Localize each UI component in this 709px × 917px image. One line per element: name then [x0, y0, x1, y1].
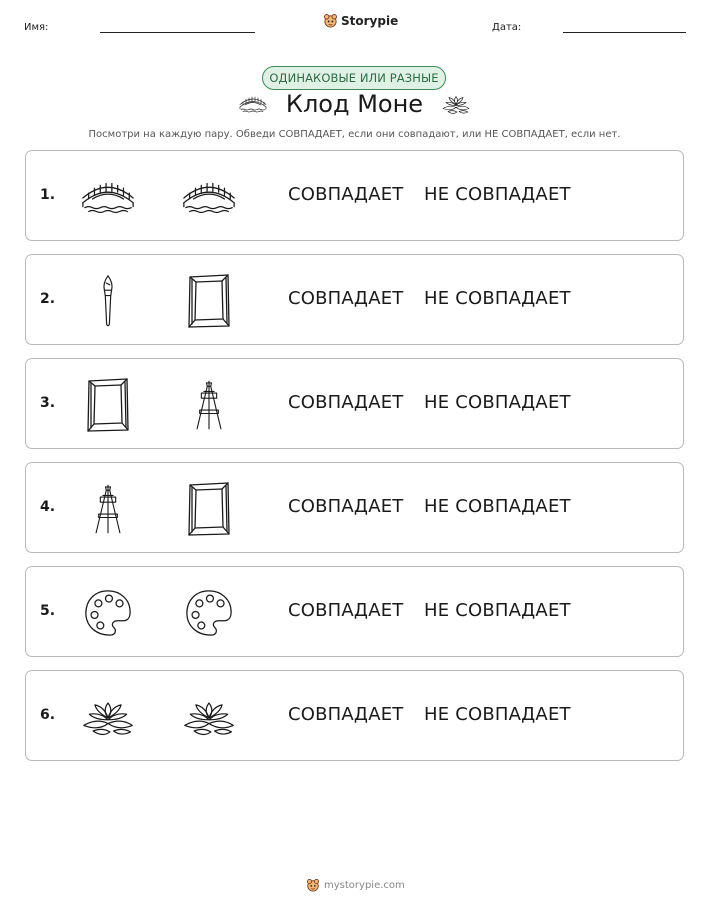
different-option[interactable]: НЕ СОВПАДАЕТ [424, 392, 571, 413]
question-row-5 [25, 566, 684, 657]
different-option[interactable]: НЕ СОВПАДАЕТ [424, 288, 571, 309]
same-option[interactable]: СОВПАДАЕТ [288, 184, 404, 205]
date-field-line[interactable] [563, 32, 686, 33]
name-label: Имя: [24, 22, 49, 33]
frame-icon [186, 481, 232, 537]
same-option[interactable]: СОВПАДАЕТ [288, 600, 404, 621]
bridge-icon [238, 93, 268, 115]
water-lily-icon [181, 695, 237, 739]
name-field-line[interactable] [100, 32, 255, 33]
same-option[interactable]: СОВПАДАЕТ [288, 288, 404, 309]
same-option[interactable]: СОВПАДАЕТ [288, 704, 404, 725]
paintbrush-icon [99, 273, 117, 329]
brand-logo [323, 13, 398, 28]
question-number: 1. [40, 187, 56, 203]
question-number: 3. [40, 395, 56, 411]
bridge-icon [180, 177, 238, 217]
easel-icon [91, 481, 125, 537]
frame-icon [85, 377, 131, 433]
instructions: Посмотри на каждую пару. Обведи СОВПАДАЕТ, если они совпадают, или НЕ СОВПАДАЕТ, если нет. [88, 129, 621, 140]
question-number: 2. [40, 291, 56, 307]
question-row-2 [25, 254, 684, 345]
question-number: 5. [40, 603, 56, 619]
different-option[interactable]: НЕ СОВПАДАЕТ [424, 496, 571, 517]
different-option[interactable]: НЕ СОВПАДАЕТ [424, 184, 571, 205]
footer [306, 878, 405, 892]
easel-icon [192, 377, 226, 433]
different-option[interactable]: НЕ СОВПАДАЕТ [424, 704, 571, 725]
storypie-logo-icon [306, 878, 320, 892]
water-lily-icon [80, 695, 136, 739]
question-number: 4. [40, 499, 56, 515]
same-option[interactable]: СОВПАДАЕТ [288, 496, 404, 517]
same-option[interactable]: СОВПАДАЕТ [288, 392, 404, 413]
palette-icon [83, 588, 133, 638]
question-row-4 [25, 462, 684, 553]
palette-icon [184, 588, 234, 638]
question-row-3 [25, 358, 684, 449]
different-option[interactable]: НЕ СОВПАДАЕТ [424, 600, 571, 621]
question-row-6 [25, 670, 684, 761]
question-number: 6. [40, 707, 56, 723]
title-row [0, 90, 709, 118]
frame-icon [186, 273, 232, 329]
bridge-icon [79, 177, 137, 217]
footer-url[interactable]: mystorypie.com [324, 879, 405, 891]
page-title: Клод Моне [285, 90, 424, 118]
water-lily-icon [441, 92, 471, 116]
activity-badge: ОДИНАКОВЫЕ ИЛИ РАЗНЫЕ [262, 66, 446, 90]
storypie-logo-icon [323, 13, 338, 28]
brand-name: Storypie [341, 13, 399, 28]
question-row-1 [25, 150, 684, 241]
date-label: Дата: [492, 22, 522, 33]
